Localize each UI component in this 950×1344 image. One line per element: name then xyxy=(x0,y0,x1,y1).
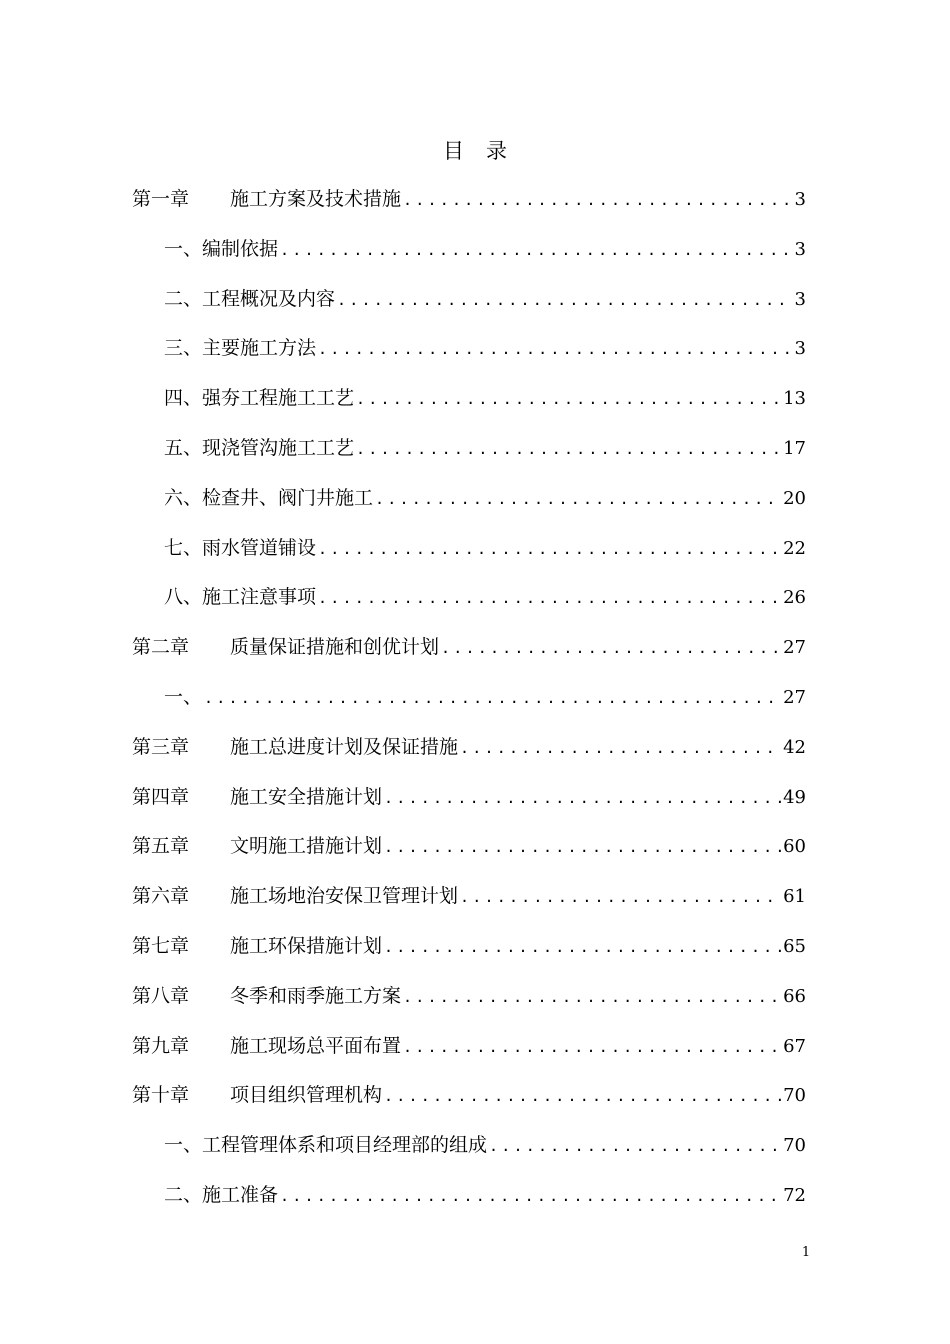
toc-chapter-number: 第三章 xyxy=(132,736,190,758)
toc-dot-leader xyxy=(280,1181,781,1211)
toc-page-number: 27 xyxy=(783,687,806,708)
toc-page-number: 70 xyxy=(783,1135,806,1156)
toc-section-entry[interactable] xyxy=(164,333,806,363)
toc-page-number: 3 xyxy=(794,239,806,260)
toc-entry-label: 施工现场总平面布置 xyxy=(230,1035,402,1057)
toc-section-entry[interactable] xyxy=(164,1130,806,1160)
toc-entry-label: 施工方案及技术措施 xyxy=(230,188,402,210)
toc-section-entry[interactable] xyxy=(164,1180,806,1210)
toc-page-number: 42 xyxy=(783,737,806,758)
toc-page-number: 3 xyxy=(794,189,806,210)
toc-entry-label: 施工场地治安保卫管理计划 xyxy=(230,885,459,907)
toc-chapter-entry[interactable] xyxy=(132,1080,806,1110)
toc-chapter-number: 第五章 xyxy=(132,835,190,857)
toc-dot-leader xyxy=(318,334,793,364)
toc-section-entry[interactable] xyxy=(164,433,806,463)
toc-entry-label: 施工安全措施计划 xyxy=(230,786,383,808)
toc-page-number: 67 xyxy=(783,1036,806,1057)
toc-page-number: 17 xyxy=(783,438,806,459)
toc-title xyxy=(0,136,950,166)
toc-entry-label: 二、施工准备 xyxy=(164,1184,279,1206)
toc-entry-label: 二、工程概况及内容 xyxy=(164,288,336,310)
toc-section-entry[interactable] xyxy=(164,284,806,314)
toc-dot-leader xyxy=(460,733,781,763)
toc-page-number: 49 xyxy=(783,787,806,808)
toc-entry-label: 五、现浇管沟施工工艺 xyxy=(164,437,355,459)
toc-chapter-number: 第四章 xyxy=(132,786,190,808)
toc-chapter-number: 第七章 xyxy=(132,935,190,957)
toc-entry-label: 项目组织管理机构 xyxy=(230,1084,383,1106)
toc-chapter-number: 第八章 xyxy=(132,985,190,1007)
toc-page-number: 65 xyxy=(783,936,806,957)
toc-page-number: 13 xyxy=(783,388,806,409)
toc-dot-leader xyxy=(441,633,781,663)
toc-entry-label: 施工环保措施计划 xyxy=(230,935,383,957)
toc-section-entry[interactable] xyxy=(164,682,806,712)
toc-entry-label: 四、强夯工程施工工艺 xyxy=(164,387,355,409)
toc-dot-leader xyxy=(375,484,781,514)
toc-dot-leader xyxy=(384,783,781,813)
toc-entry-label: 冬季和雨季施工方案 xyxy=(230,985,402,1007)
toc-dot-leader xyxy=(403,982,781,1012)
toc-entry-label: 三、主要施工方法 xyxy=(164,337,317,359)
toc-entry-label: 七、雨水管道铺设 xyxy=(164,537,317,559)
toc-page-number: 70 xyxy=(783,1085,806,1106)
toc-entry-label: 一、 xyxy=(164,686,203,708)
toc-dot-leader xyxy=(489,1131,781,1161)
toc-chapter-entry[interactable] xyxy=(132,184,806,214)
toc-page-number: 72 xyxy=(783,1185,806,1206)
toc-page-number: 3 xyxy=(794,289,806,310)
toc-entry-label: 八、施工注意事项 xyxy=(164,586,317,608)
toc-chapter-number: 第九章 xyxy=(132,1035,190,1057)
toc-dot-leader xyxy=(403,185,793,215)
toc-page-number: 20 xyxy=(783,488,806,509)
toc-chapter-number: 第二章 xyxy=(132,636,190,658)
toc-chapter-entry[interactable] xyxy=(132,782,806,812)
toc-entry-label: 一、工程管理体系和项目经理部的组成 xyxy=(164,1134,488,1156)
toc-chapter-number: 第十章 xyxy=(132,1084,190,1106)
page-number: 1 xyxy=(801,1245,811,1260)
toc-dot-leader xyxy=(460,882,781,912)
toc-entry-label: 文明施工措施计划 xyxy=(230,835,383,857)
toc-dot-leader xyxy=(204,683,781,713)
toc-title-char-1: 目 xyxy=(443,139,464,163)
toc-page-number: 22 xyxy=(783,538,806,559)
toc-dot-leader xyxy=(403,1032,781,1062)
toc-entry-label: 六、检查井、阀门井施工 xyxy=(164,487,374,509)
toc-chapter-entry[interactable] xyxy=(132,981,806,1011)
toc-dot-leader xyxy=(384,832,781,862)
toc-chapter-entry[interactable] xyxy=(132,831,806,861)
toc-dot-leader xyxy=(384,1081,781,1111)
toc-chapter-number: 第一章 xyxy=(132,188,190,210)
toc-page-number: 60 xyxy=(783,836,806,857)
toc-dot-leader xyxy=(280,235,793,265)
toc-dot-leader xyxy=(356,434,781,464)
toc-page-number: 27 xyxy=(783,637,806,658)
toc-chapter-entry[interactable] xyxy=(132,1031,806,1061)
toc-entry-label: 施工总进度计划及保证措施 xyxy=(230,736,459,758)
toc-dot-leader xyxy=(356,384,781,414)
toc-section-entry[interactable] xyxy=(164,483,806,513)
toc-entry-label: 质量保证措施和创优计划 xyxy=(230,636,440,658)
toc-page-number: 66 xyxy=(783,986,806,1007)
toc-page-number: 26 xyxy=(783,587,806,608)
toc-section-entry[interactable] xyxy=(164,383,806,413)
toc-title-char-2: 录 xyxy=(486,139,507,163)
toc-chapter-entry[interactable] xyxy=(132,931,806,961)
toc-dot-leader xyxy=(384,932,781,962)
toc-entry-label: 一、编制依据 xyxy=(164,238,279,260)
toc-chapter-entry[interactable] xyxy=(132,632,806,662)
toc-section-entry[interactable] xyxy=(164,533,806,563)
toc-section-entry[interactable] xyxy=(164,234,806,264)
toc-dot-leader xyxy=(318,583,781,613)
toc-chapter-entry[interactable] xyxy=(132,881,806,911)
toc-page-number: 61 xyxy=(783,886,806,907)
toc-page-number: 3 xyxy=(794,338,806,359)
toc-chapter-entry[interactable] xyxy=(132,732,806,762)
toc-dot-leader xyxy=(318,534,781,564)
toc-section-entry[interactable] xyxy=(164,582,806,612)
toc-dot-leader xyxy=(337,285,793,315)
toc-chapter-number: 第六章 xyxy=(132,885,190,907)
